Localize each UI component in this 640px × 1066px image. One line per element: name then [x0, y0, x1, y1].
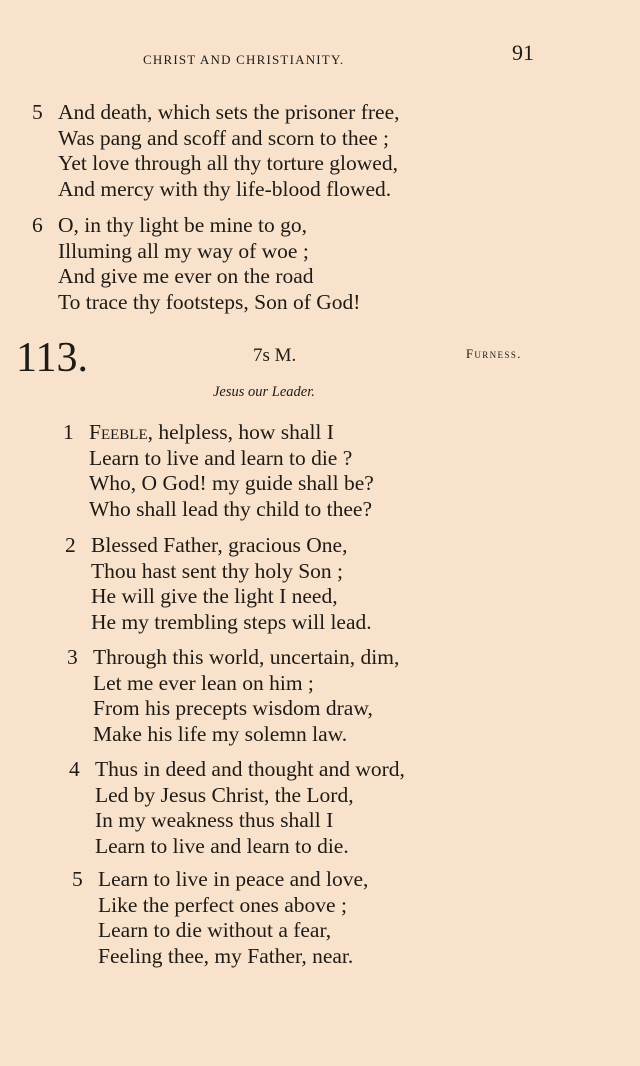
verse-line-first: [89, 420, 374, 446]
verse-line: Thou hast sent thy holy Son ;: [91, 558, 344, 583]
verse-line: Blessed Father, gracious One,: [91, 533, 348, 557]
continued-stanza-6: [32, 213, 360, 315]
verse-line: Learn to live and learn to die ?: [89, 445, 353, 470]
verse-line: Learn to live in peace and love,: [98, 867, 369, 891]
verse-line: Let me ever lean on him ;: [93, 670, 314, 695]
hymn-stanza-4: [69, 757, 405, 859]
verse-line: Thus in deed and thought and word,: [95, 757, 405, 781]
verse-line: To trace thy footsteps, Son of God!: [58, 289, 361, 314]
hymn-number: 113.: [16, 335, 88, 381]
stanza-number: 4: [69, 757, 80, 781]
verse-line: Who shall lead thy child to thee?: [89, 496, 372, 521]
verse-line: Was pang and scoff and scorn to thee ;: [58, 125, 390, 150]
verse-line: And death, which sets the prisoner free,: [58, 100, 400, 124]
hymn-stanza-3: [67, 645, 399, 747]
page-number: 91: [512, 40, 534, 65]
running-title: CHRIST AND CHRISTIANITY.: [143, 52, 345, 67]
stanza-number: 6: [32, 213, 43, 237]
first-line-rest: helpless, how shall I: [153, 420, 334, 444]
verse-line: And give me ever on the road: [58, 264, 314, 288]
verse-line: Led by Jesus Christ, the Lord,: [95, 782, 354, 807]
verse-line: He my trembling steps will lead.: [91, 609, 372, 634]
hymn-stanza-1: [63, 420, 374, 522]
verse-line: And mercy with thy life-blood flowed.: [58, 176, 392, 201]
verse-line: Through this world, uncertain, dim,: [93, 645, 400, 669]
verse-line: Like the perfect ones above ;: [98, 892, 347, 917]
hymn-meter: 7s M.: [253, 345, 297, 366]
stanza-number: 1: [63, 420, 74, 444]
hymn-title: Jesus our Leader.: [213, 384, 315, 400]
stanza-number: 3: [67, 645, 78, 669]
verse-line: Illuming all my way of woe ;: [58, 238, 309, 263]
continued-stanza-5: [32, 100, 400, 202]
hymn-stanza-2: [65, 533, 372, 635]
verse-line: Feeling thee, my Father, near.: [98, 943, 354, 968]
stanza-number: 5: [32, 100, 43, 124]
verse-line: Yet love through all thy torture glowed,: [58, 151, 398, 175]
verse-line: In my weakness thus shall I: [95, 808, 334, 832]
stanza-number: 5: [72, 867, 83, 891]
verse-line: O, in thy light be mine to go,: [58, 213, 308, 237]
verse-line: He will give the light I need,: [91, 584, 338, 608]
stanza-number: 2: [65, 533, 76, 557]
hymn-stanza-5: [72, 867, 368, 969]
verse-line: From his precepts wisdom draw,: [93, 696, 373, 720]
verse-line: Make his life my solemn law.: [93, 721, 348, 746]
verse-line: Learn to live and learn to die.: [95, 833, 349, 858]
verse-line: Learn to die without a fear,: [98, 918, 332, 942]
verse-line: Who, O God! my guide shall be?: [89, 471, 374, 495]
first-word: Feeble,: [89, 420, 153, 444]
hymn-tune: Furness.: [466, 347, 522, 361]
